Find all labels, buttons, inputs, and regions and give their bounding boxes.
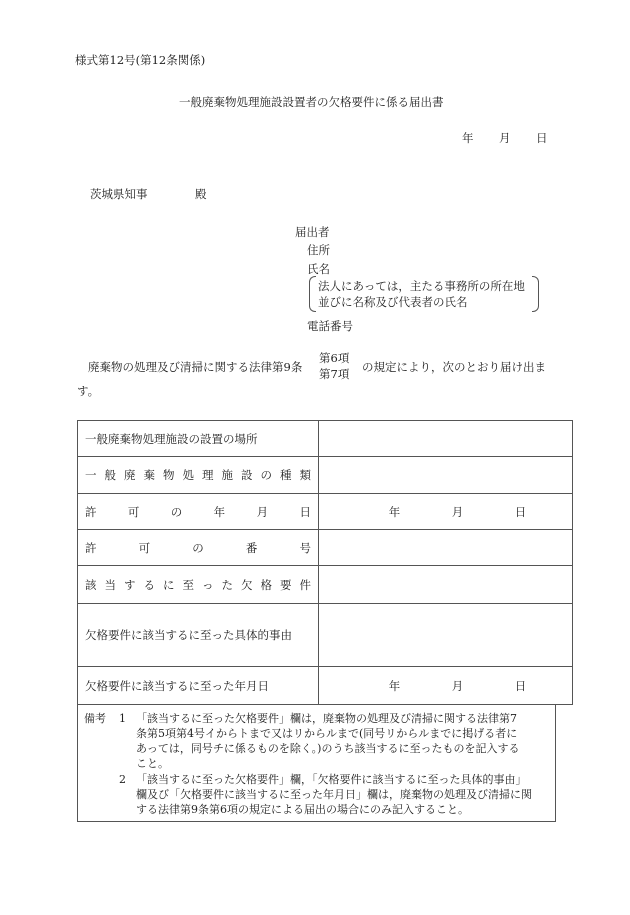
disq-date-day: 日 (514, 678, 527, 693)
disq-date-year: 年 (388, 678, 401, 693)
row-label-location (78, 421, 319, 457)
row-label-text: 欠格要件に該当するに至った年月日 (85, 678, 269, 693)
notifier-address-label: 住所 (307, 243, 330, 257)
corp-note-line-2: 並びに名称及び代表者の氏名 (318, 295, 468, 309)
row-value-disqualification-date[interactable] (319, 667, 573, 705)
note-2-line-1: 「該当するに至った欠格要件」欄，「欠格要件に該当するに至った具体的事由」 (136, 773, 527, 786)
addressee-name: 茨城県知事 (90, 187, 148, 201)
row-label-disqualification-date (78, 667, 319, 705)
permit-date-month: 月 (451, 504, 464, 519)
row-label-type (78, 457, 319, 494)
notifier-name-label: 氏名 (307, 262, 330, 276)
table-row (78, 604, 573, 667)
table-row (78, 530, 573, 566)
row-label-permit-date (78, 494, 319, 530)
notes-box (77, 705, 556, 822)
row-label-text: 許 可 の 番 号 (85, 540, 311, 555)
statement-text-after: の規定により，次のとおり届け出ま (362, 360, 546, 374)
row-value-specific-reason[interactable] (319, 604, 573, 667)
note-2-number: 2 (119, 773, 126, 786)
table-row (78, 566, 573, 604)
row-label-text: 一 般 廃 棄 物 処 理 施 設 の 種 類 (85, 468, 311, 482)
row-value-permit-date[interactable] (319, 494, 573, 530)
notifier-phone-label: 電話番号 (307, 319, 353, 333)
note-1-line-3: あっては，同号チに係るものを除く。)のうち該当するに至ったものを記入する (136, 742, 520, 755)
form-table (77, 420, 573, 705)
row-label-disqualification (78, 566, 319, 604)
statement-option-6: 第6項 (319, 351, 350, 365)
row-label-specific-reason (78, 604, 319, 667)
note-1-line-2: 条第5項第4号イからトまで又はリからルまで(同号リからルまでに掲げる者に (136, 727, 518, 740)
statement-line-2: す。 (77, 384, 100, 398)
row-value-type[interactable] (319, 457, 573, 494)
row-value-disqualification[interactable] (319, 566, 573, 604)
permit-date-year: 年 (388, 504, 401, 519)
statement-option-7: 第7項 (319, 367, 350, 381)
table-row (78, 667, 573, 705)
corp-note-line-1: 法人にあっては，主たる事務所の所在地 (318, 279, 525, 293)
note-2-line-2: 欄及び「欠格要件に該当するに至った年月日」欄は，廃棄物の処理及び清掃に関 (136, 788, 532, 801)
date-day-label: 日 (536, 131, 548, 145)
row-label-text: 許 可 の 年 月 日 (85, 504, 311, 519)
addressee-honorific: 殿 (195, 187, 207, 201)
table-row (78, 457, 573, 494)
table-row (78, 421, 573, 457)
date-month-label: 月 (499, 131, 511, 145)
statement-text-before: 廃棄物の処理及び清掃に関する法律第9条 (88, 360, 303, 374)
disq-date-month: 月 (451, 678, 464, 693)
note-1-number: 1 (119, 712, 126, 725)
row-label-text: 欠格要件に該当するに至った具体的事由 (85, 628, 292, 642)
row-label-permit-number (78, 530, 319, 566)
bracket-left (309, 276, 316, 312)
row-value-location[interactable] (319, 421, 573, 457)
notifier-label: 届出者 (295, 225, 330, 239)
date-year-label: 年 (462, 131, 474, 145)
row-label-text: 一般廃棄物処理施設の設置の場所 (85, 431, 258, 446)
notes-label: 備考 (84, 712, 106, 725)
note-1-line-1: 「該当するに至った欠格要件」欄は，廃棄物の処理及び清掃に関する法律第7 (136, 712, 517, 725)
page-title: 一般廃棄物処理施設設置者の欠格要件に係る届出書 (179, 95, 444, 109)
row-label-text: 該 当 す る に 至 っ た 欠 格 要 件 (85, 577, 311, 592)
table-row (78, 494, 573, 530)
form-number: 様式第12号(第12条関係) (75, 53, 206, 67)
permit-date-day: 日 (514, 504, 527, 519)
note-2-line-3: する法律第9条第6項の規定による届出の場合にのみ記入すること。 (136, 803, 469, 816)
row-value-permit-number[interactable] (319, 530, 573, 566)
bracket-right (532, 276, 539, 312)
note-1-line-4: こと。 (136, 757, 169, 770)
